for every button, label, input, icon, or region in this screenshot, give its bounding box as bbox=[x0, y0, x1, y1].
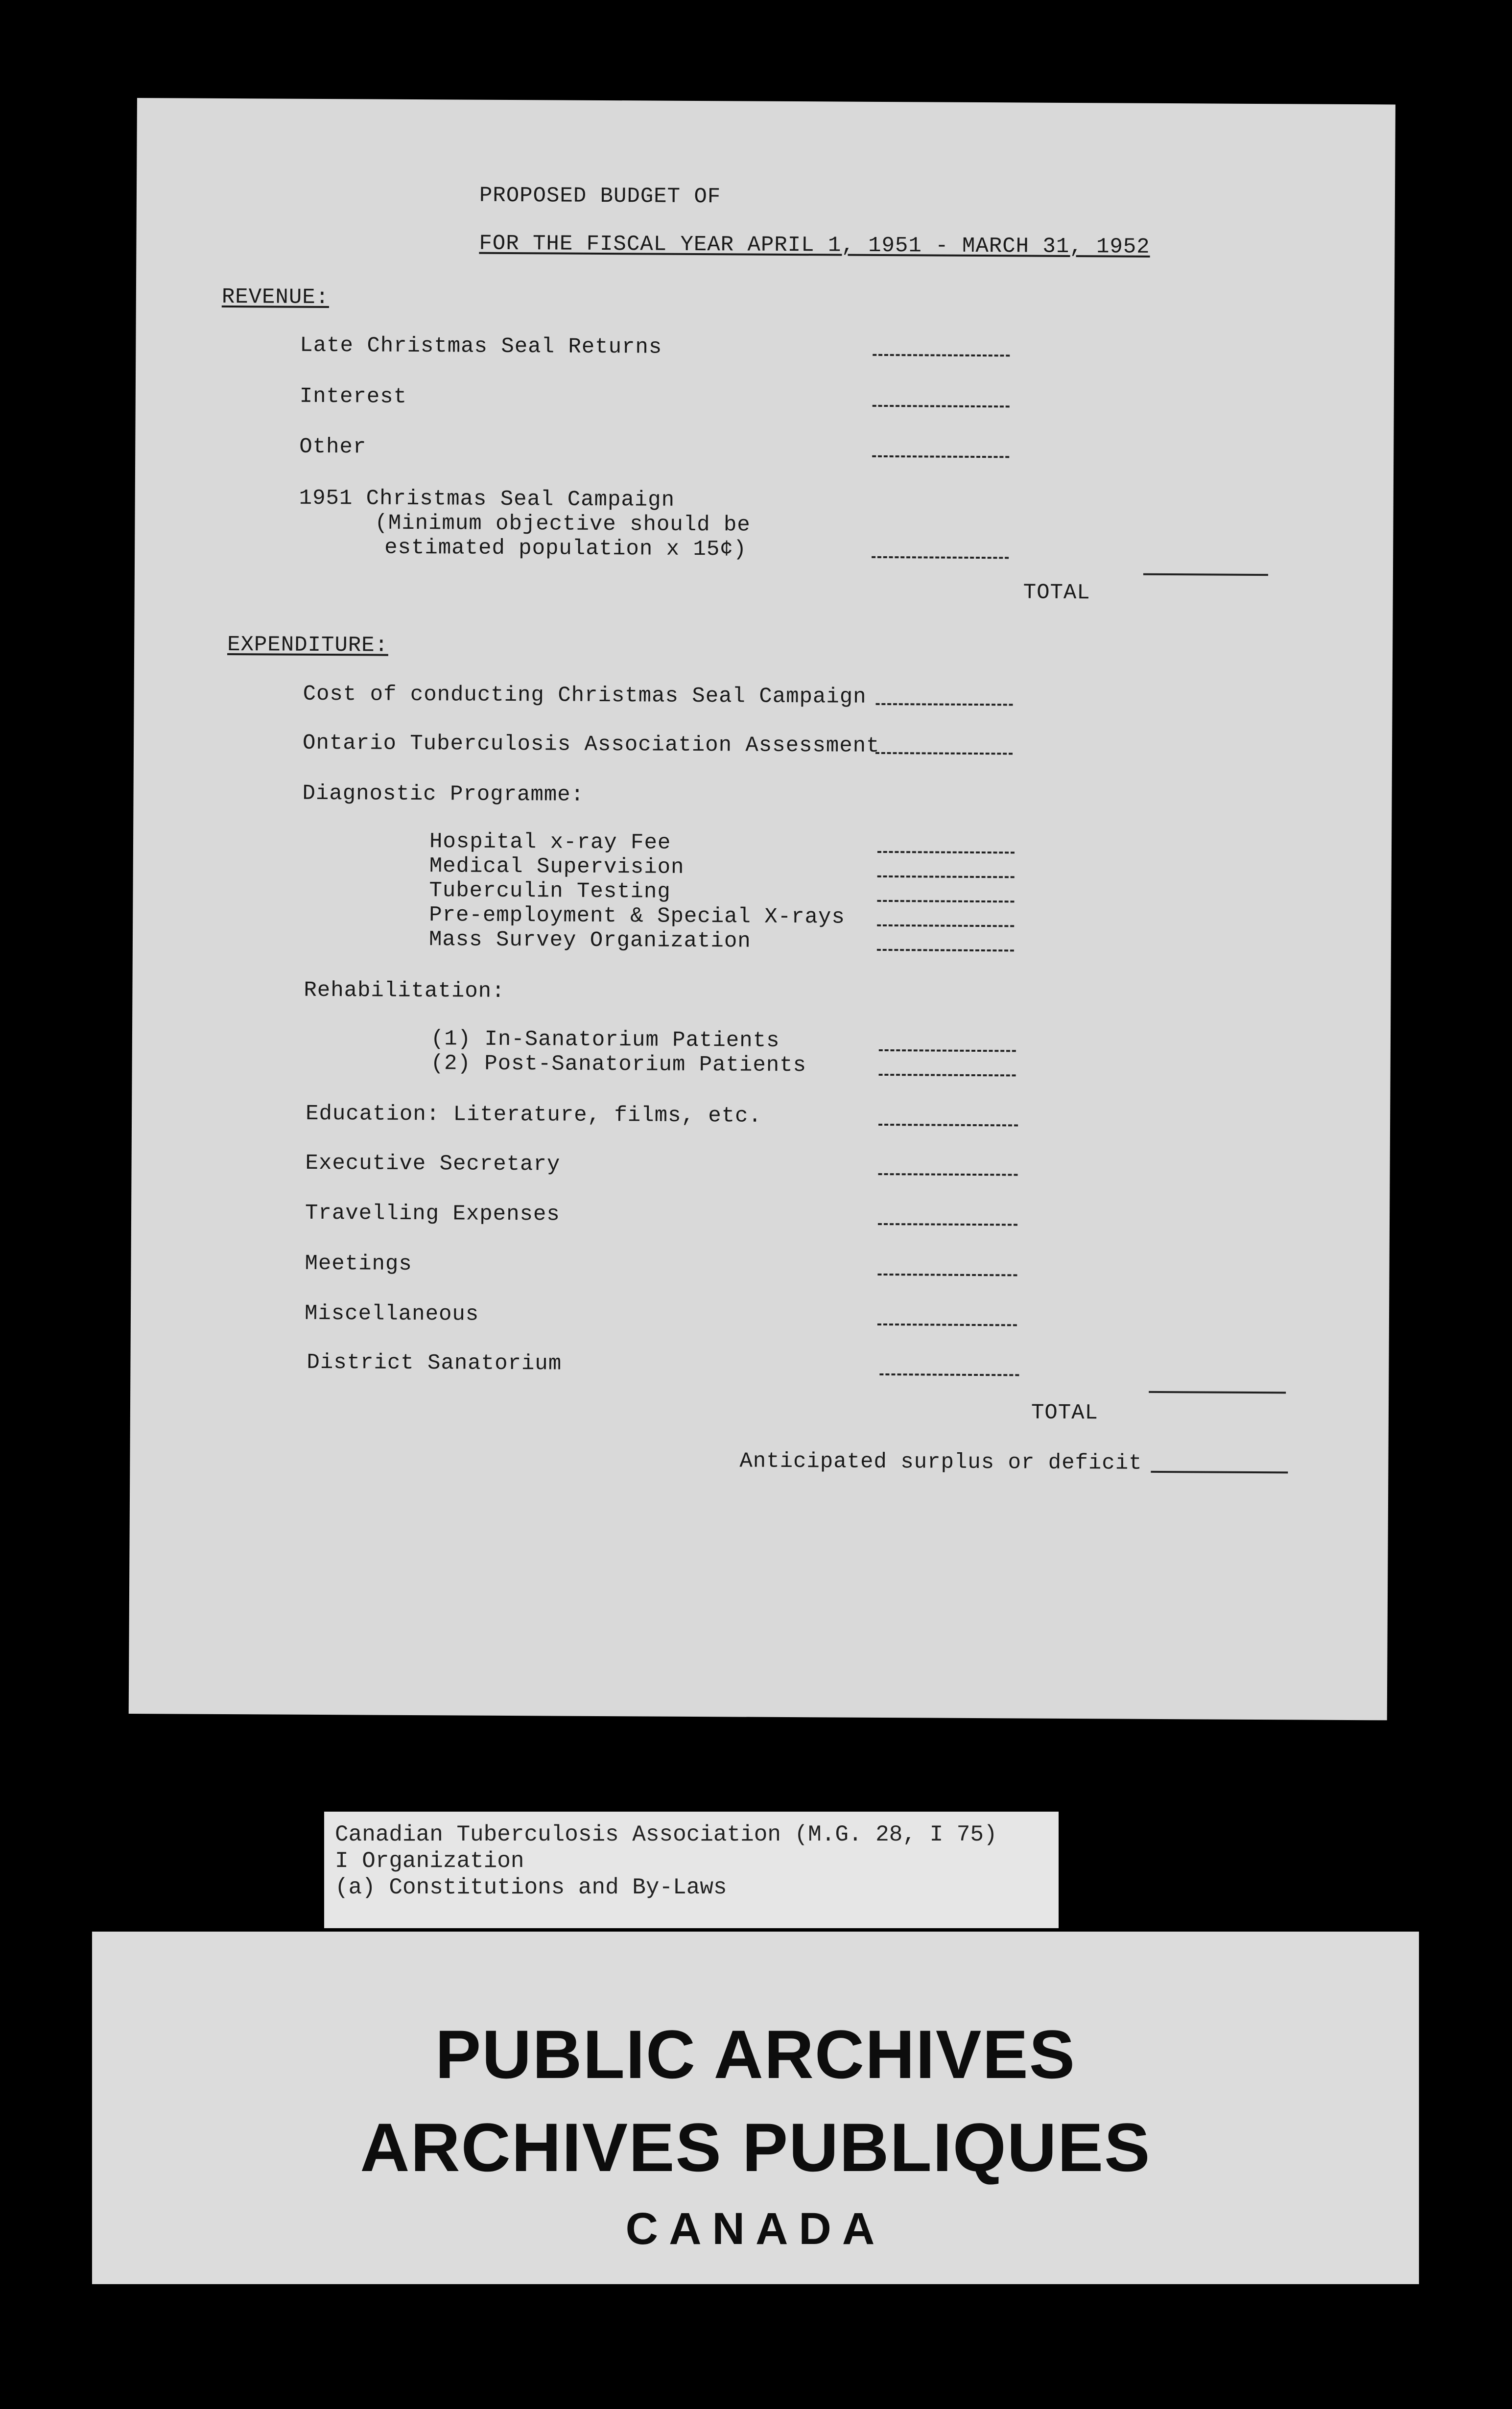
expense-district-sanatorium: District Sanatorium bbox=[307, 1350, 562, 1376]
expense-meetings: Meetings bbox=[305, 1251, 412, 1276]
revenue-item-interest: Interest bbox=[299, 384, 407, 409]
expenditure-heading: EXPENDITURE: bbox=[227, 632, 389, 658]
revenue-blank-1 bbox=[873, 354, 1010, 356]
archive-label-line2: I Organization bbox=[335, 1848, 524, 1874]
diagnostic-blank bbox=[877, 900, 1014, 902]
rehab-blank bbox=[879, 1049, 1016, 1052]
archive-label-line3: (a) Constitutions and By-Laws bbox=[335, 1875, 727, 1900]
fiscal-year-line: FOR THE FISCAL YEAR APRIL 1, 1951 - MARCH 31, 1952 bbox=[479, 231, 1150, 260]
revenue-total-blank bbox=[1143, 573, 1268, 576]
diagnostic-blank bbox=[877, 875, 1015, 878]
public-archives-banner bbox=[92, 1932, 1419, 2284]
document-title: PROPOSED BUDGET OF bbox=[479, 183, 721, 210]
campaign-note-line1: (Minimum objective should be bbox=[375, 511, 751, 538]
archive-reference-label bbox=[324, 1812, 1059, 1928]
expense-blank-education bbox=[878, 1124, 1018, 1126]
expense-miscellaneous: Miscellaneous bbox=[304, 1301, 479, 1327]
diagnostic-heading: Diagnostic Programme: bbox=[302, 781, 585, 807]
revenue-blank-4 bbox=[872, 556, 1009, 559]
expense-education: Education: Literature, films, etc. bbox=[306, 1101, 762, 1129]
banner-line1: PUBLIC ARCHIVES bbox=[435, 2016, 1076, 2093]
diagnostic-item: Hospital x-ray Fee bbox=[429, 829, 671, 855]
revenue-total-label: TOTAL bbox=[1023, 580, 1090, 606]
expense-executive-secretary: Executive Secretary bbox=[305, 1151, 561, 1177]
revenue-item-late-seal-returns: Late Christmas Seal Returns bbox=[300, 333, 662, 360]
expense-blank-sanatorium bbox=[879, 1373, 1019, 1376]
archive-label-line1: Canadian Tuberculosis Association (M.G. 28, I 75) bbox=[335, 1822, 997, 1847]
rehab-heading: Rehabilitation: bbox=[304, 978, 505, 1004]
revenue-item-other: Other bbox=[299, 434, 367, 460]
expenditure-total-label: TOTAL bbox=[1031, 1400, 1099, 1426]
expenditure-total-blank bbox=[1149, 1391, 1286, 1393]
revenue-item-campaign: 1951 Christmas Seal Campaign bbox=[299, 486, 675, 513]
diagnostic-blank bbox=[877, 924, 1014, 927]
diagnostic-item: Medical Supervision bbox=[429, 854, 685, 880]
rehab-item: (1) In-Sanatorium Patients bbox=[430, 1027, 780, 1053]
surplus-deficit-label: Anticipated surplus or deficit bbox=[739, 1449, 1142, 1476]
diagnostic-item: Mass Survey Organization bbox=[428, 927, 751, 954]
diagnostic-item: Pre-employment & Special X-rays bbox=[429, 903, 845, 930]
revenue-heading: REVENUE: bbox=[221, 284, 330, 310]
diagnostic-blank bbox=[877, 949, 1014, 951]
rehab-blank bbox=[879, 1074, 1016, 1076]
surplus-deficit-blank bbox=[1151, 1471, 1288, 1473]
expense-cost-campaign: Cost of conducting Christmas Seal Campaign bbox=[303, 682, 867, 709]
expense-blank-ota bbox=[875, 752, 1013, 755]
expense-ota-assessment: Ontario Tuberculosis Association Assessment bbox=[302, 731, 880, 758]
campaign-note-line2: estimated population x 15¢) bbox=[384, 535, 747, 562]
budget-document-sheet bbox=[129, 98, 1395, 1720]
expense-blank-misc bbox=[877, 1323, 1017, 1326]
revenue-blank-2 bbox=[873, 405, 1010, 407]
rehab-item: (2) Post-Sanatorium Patients bbox=[430, 1051, 807, 1078]
expense-blank-cost-campaign bbox=[876, 703, 1013, 706]
banner-line2: ARCHIVES PUBLIQUES bbox=[360, 2109, 1151, 2186]
diagnostic-item: Tuberculin Testing bbox=[429, 878, 671, 904]
banner-line3: CANADA bbox=[625, 2204, 886, 2254]
expense-travelling: Travelling Expenses bbox=[305, 1201, 560, 1227]
diagnostic-blank bbox=[877, 851, 1015, 853]
revenue-blank-3 bbox=[872, 455, 1009, 458]
expense-blank-travel bbox=[878, 1223, 1017, 1226]
expense-blank-exec bbox=[878, 1173, 1018, 1176]
expense-blank-meetings bbox=[877, 1274, 1017, 1276]
